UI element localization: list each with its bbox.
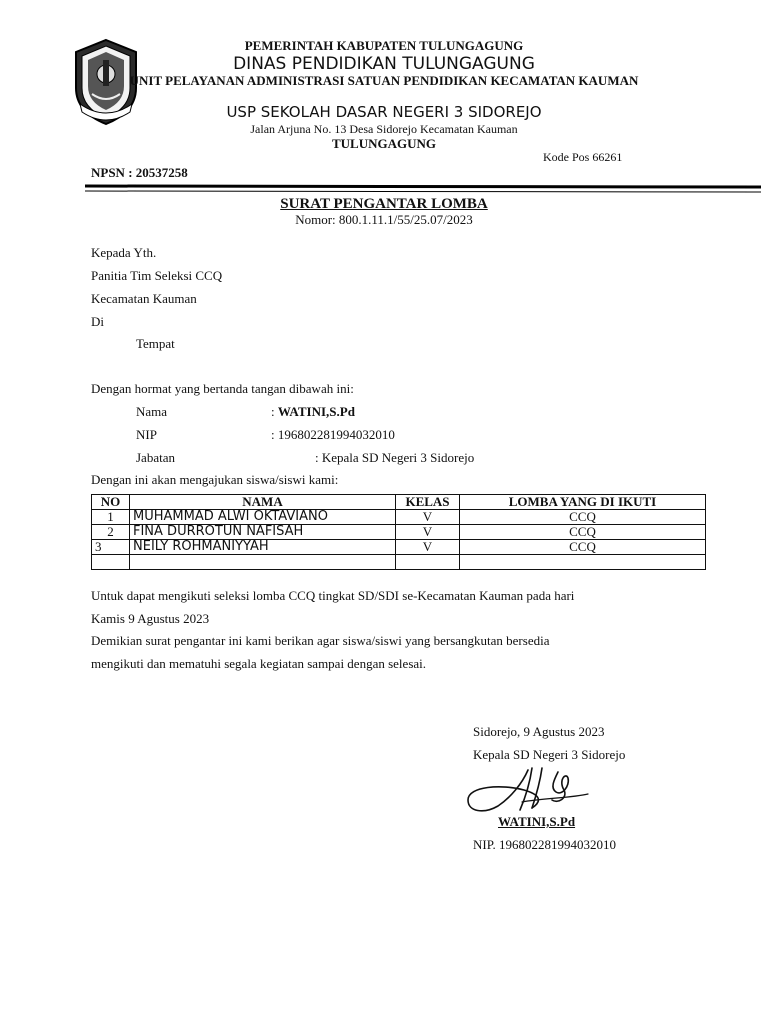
letterhead-unit: UNIT PELAYANAN ADMINISTRASI SATUAN PENDIDIKAN KECAMATAN KAUMAN <box>129 73 639 88</box>
table-row <box>92 525 706 540</box>
signing-place-date: Sidorejo, 9 Agustus 2023 <box>473 724 605 739</box>
signer-signature-name: WATINI,S.Pd <box>498 814 576 829</box>
column-header-class: KELAS <box>396 495 460 510</box>
signer-position-label: Jabatan <box>136 450 175 465</box>
letter-title: SURAT PENGANTAR LOMBA <box>280 196 488 212</box>
cell-competition: CCQ <box>460 525 706 540</box>
recipient-salutation: Kepada Yth. <box>91 245 157 260</box>
cell-no: 1 <box>92 510 130 525</box>
recipient-at: Di <box>91 314 104 329</box>
letterhead-postal-code: Kode Pos 66261 <box>543 150 623 164</box>
cell-competition <box>460 555 706 570</box>
cell-name <box>130 555 396 570</box>
column-header-competition: LOMBA YANG DI IKUTI <box>460 495 706 510</box>
signer-nip-value: : 196802281994032010 <box>271 427 395 442</box>
signer-position-value: : Kepala SD Negeri 3 Sidorejo <box>315 450 475 465</box>
signer-name-label: Nama <box>136 404 168 419</box>
letterhead-address: Jalan Arjuna No. 13 Desa Sidorejo Kecamatan Kauman <box>250 122 518 136</box>
cell-class <box>396 555 460 570</box>
letterhead-npsn: NPSN : 20537258 <box>91 165 188 180</box>
table-row <box>92 540 706 555</box>
signer-name-row: : WATINI,S.Pd <box>271 404 355 419</box>
letterhead-school: USP SEKOLAH DASAR NEGERI 3 SIDOREJO <box>226 103 542 121</box>
recipient-district: Kecamatan Kauman <box>91 291 197 306</box>
cell-class: V <box>396 510 460 525</box>
cell-no <box>92 555 130 570</box>
students-intro: Dengan ini akan mengajukan siswa/siswi kami: <box>91 472 339 487</box>
letterhead-city: TULUNGAGUNG <box>331 136 436 151</box>
column-header-no: NO <box>92 495 130 510</box>
handwritten-signature-icon <box>462 764 597 820</box>
letterhead-government: PEMERINTAH KABUPATEN TULUNGAGUNG <box>244 38 524 53</box>
table-row <box>92 510 706 525</box>
cell-name: NEILY ROHMANIYYAH <box>130 540 396 555</box>
closing-line-1: Demikian surat pengantar ini kami berikan agar siswa/siswi yang bersangkutan bersedia <box>91 633 550 648</box>
opening-sentence: Dengan hormat yang bertanda tangan dibawah ini: <box>91 381 354 396</box>
table-row <box>92 555 706 570</box>
purpose-line-2: Kamis 9 Agustus 2023 <box>91 611 210 626</box>
recipient-place: Tempat <box>136 336 175 351</box>
cell-class: V <box>396 540 460 555</box>
students-table <box>91 494 706 570</box>
cell-name: MUHAMMAD ALWI OKTAVIANO <box>130 510 396 525</box>
cell-no: 3 <box>92 540 130 555</box>
cell-competition: CCQ <box>460 540 706 555</box>
signer-name-value: WATINI,S.Pd <box>277 404 355 419</box>
cell-class: V <box>396 525 460 540</box>
closing-line-2: mengikuti dan mematuhi segala kegiatan sampai dengan selesai. <box>91 656 427 671</box>
table-header-row <box>92 495 706 510</box>
cell-name: FINA DURROTUN NAFISAH <box>130 525 396 540</box>
signer-nip-label: NIP <box>136 427 157 442</box>
cell-no: 2 <box>92 525 130 540</box>
cell-competition: CCQ <box>460 510 706 525</box>
letterhead-divider <box>85 184 761 194</box>
recipient-committee: Panitia Tim Seleksi CCQ <box>91 268 223 283</box>
signer-signature-nip: NIP. 196802281994032010 <box>473 837 617 852</box>
purpose-line-1: Untuk dapat mengikuti seleksi lomba CCQ tingkat SD/SDI se-Kecamatan Kauman pada hari <box>91 588 575 603</box>
signing-position: Kepala SD Negeri 3 Sidorejo <box>473 747 626 762</box>
column-header-name: NAMA <box>130 495 396 510</box>
letterhead-agency: DINAS PENDIDIKAN TULUNGAGUNG <box>233 54 535 74</box>
letter-number: Nomor: 800.1.11.1/55/25.07/2023 <box>295 212 473 227</box>
